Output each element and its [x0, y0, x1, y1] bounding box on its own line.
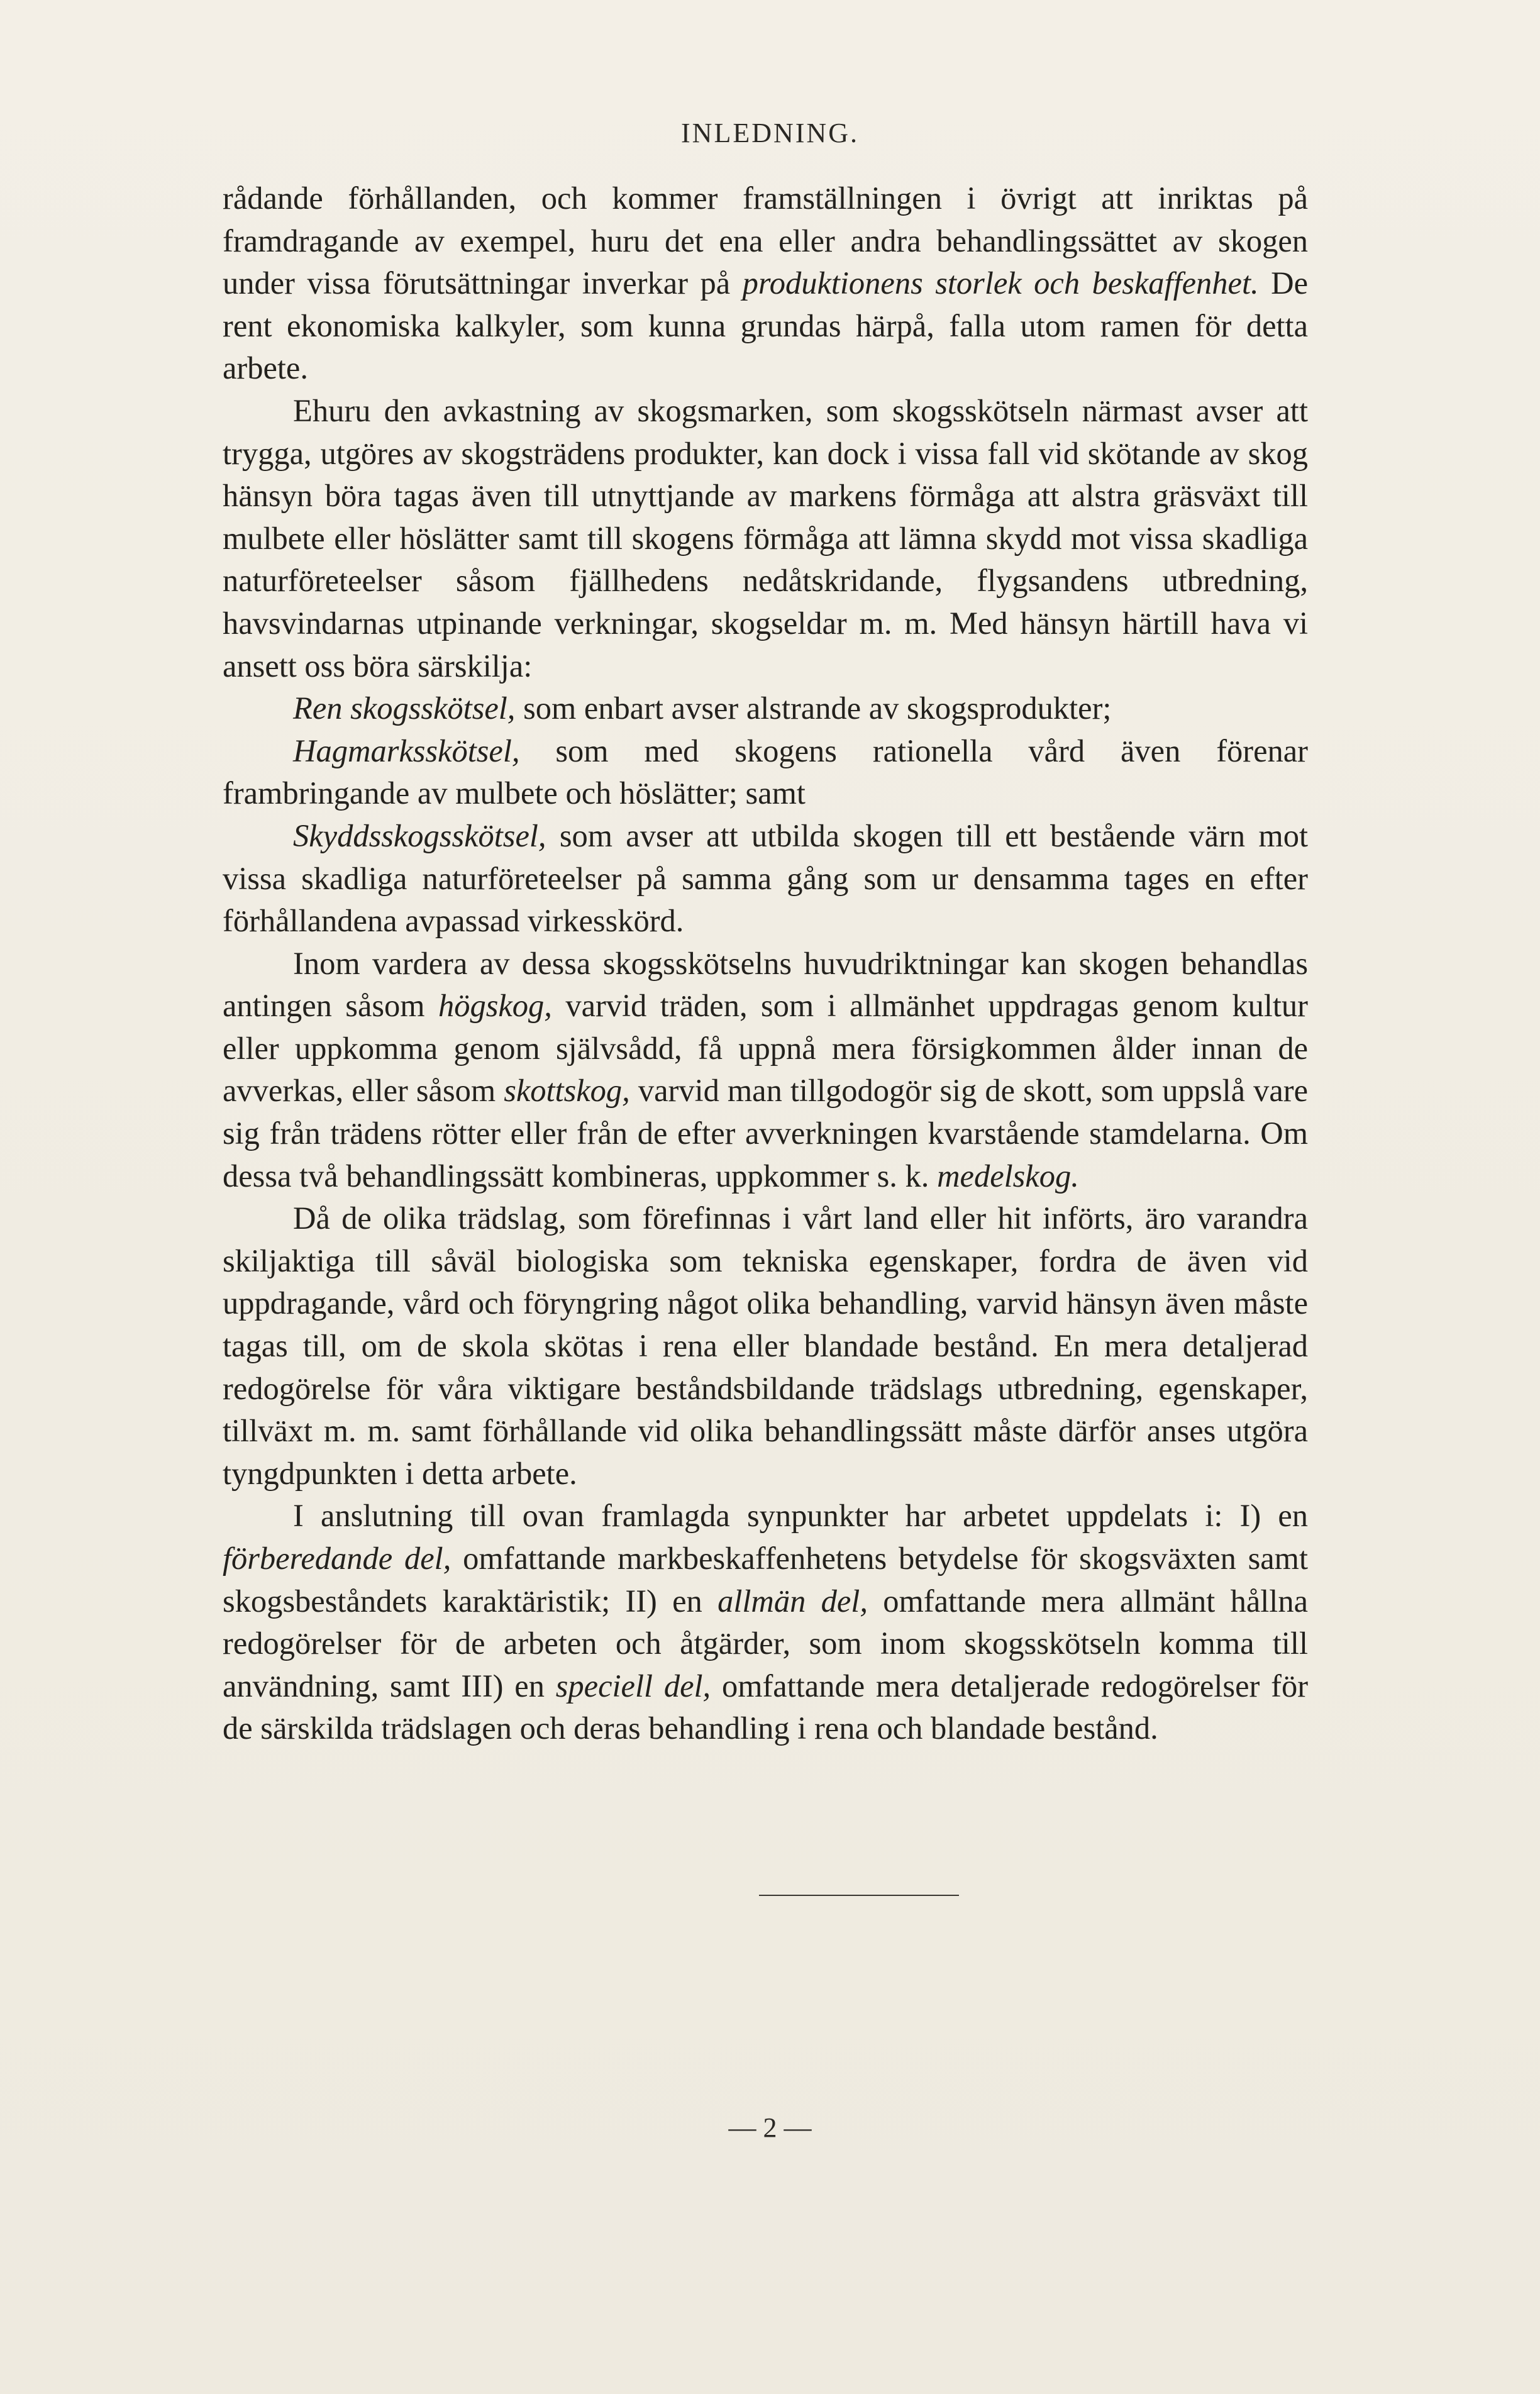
definition-ren-skogsskotsel [223, 687, 1308, 730]
emphasis-term: allmän del, [717, 1583, 868, 1619]
definition-text: som med skogens rationella vård även förenar frambringande av mulbete och höslätter; samt [223, 733, 1308, 811]
text-span: De rent ekonomiska kalkyler, som kunna grundas härpå, falla utom ramen för detta arbete. [223, 265, 1308, 386]
running-header: INLEDNING. [681, 118, 859, 148]
text-span: varvid man tillgodogör sig de skott, som uppslå vare sig från trädens rötter eller från de efter avverkningen kvarstående stamdelarna. Om dessa två behandlingssätt kombineras, uppkommer s. k. [223, 1073, 1308, 1194]
page-number: — 2 — [728, 2112, 812, 2143]
emphasis-term: högskog, [438, 988, 552, 1024]
emphasis-term: skottskog, [504, 1073, 630, 1109]
definition-hagmarksskotsel [223, 730, 1308, 815]
paragraph-huvudriktningar [223, 943, 1308, 1198]
paragraph-uppdelning [223, 1495, 1308, 1750]
text-span: omfattande markbeskaffenhetens betydelse för skogsväxten samt skogsbeståndets karaktäristik; II) en [223, 1541, 1308, 1619]
body-text [223, 177, 1308, 1750]
defined-term: Hagmarksskötsel, [293, 733, 520, 768]
text-span: Inom vardera av dessa skogsskötselns huvudriktningar kan skogen behandlas antingen såsom [223, 945, 1308, 1024]
emphasis-term: förberedande del, [223, 1541, 451, 1576]
emphasis-term: medelskog. [937, 1158, 1079, 1194]
section-end-rule [759, 1895, 959, 1896]
definition-text: som avser att utbilda skogen till ett bestående värn mot vissa skadliga naturföreteelser på samma gång som ur densamma tages en efter förhållandena avpassad virkesskörd. [223, 817, 1308, 939]
text-span: I anslutning till ovan framlagda synpunkter har arbetet uppdelats i: I) en [293, 1498, 1308, 1534]
text-span: omfattande mera allmänt hållna redogörelser för de arbeten och åtgärder, som inom skogsskötseln komma till användning, samt III) en [223, 1583, 1308, 1704]
paragraph-avkastning [223, 390, 1308, 687]
text-span: varvid träden, som i allmänhet uppdragas genom kultur eller uppkomma genom självsådd, få uppnå mera försigkommen ålder innan de avverkas, eller såsom [223, 988, 1308, 1109]
paragraph-intro-continuation [223, 177, 1308, 390]
defined-term: Ren skogsskötsel, [293, 690, 516, 726]
emphasis-term: speciell del, [555, 1668, 711, 1704]
definition-skyddsskogsskotsel [223, 815, 1308, 943]
paragraph-tradslag [223, 1197, 1308, 1495]
text-span: Ehuru den avkastning av skogsmarken, som skogsskötseln närmast avser att trygga, utgöres av skogsträdens produkter, kan dock i vissa fall vid skötande av skog hänsyn böra tagas även till utnyttjande av markens förmåga att alstra gräsväxt till mulbete eller höslätter samt till skogens förmåga att lämna skydd mot vissa skadliga naturföreteelser såsom fjällhedens nedåtskridande, flygsandens utbredning, havsvindarnas utpinande verkningar, skogseldar m. m. Med hänsyn härtill hava vi ansett oss böra särskilja: [223, 392, 1308, 684]
text-span: omfattande mera detaljerade redogörelser för de särskilda trädslagen och deras behandling i rena och blandade bestånd. [223, 1668, 1309, 1746]
text-span: Då de olika trädslag, som förefinnas i vårt land eller hit införts, äro varandra skiljaktiga till såväl biologiska som tekniska egenskaper, fordra de även vid uppdragande, vård och föryngring något olika behandling, varvid hänsyn även måste tagas till, om de skola skötas i rena eller blandade bestånd. En mera detaljerad redogörelse för våra viktigare beståndsbildande trädslags utbredning, egenskaper, tillväxt m. m. samt förhållande vid olika behandlingssätt måste därför anses utgöra tyngdpunkten i detta arbete. [223, 1200, 1308, 1491]
definition-text: som enbart avser alstrande av skogsprodukter; [515, 690, 1112, 726]
defined-term: Skyddsskogsskötsel, [293, 817, 546, 853]
text-span: rådande förhållanden, och kommer framställningen i övrigt att inriktas på framdragande av exempel, huru det ena eller andra behandlingssättet av skogen under vissa förutsättningar inverkar på [223, 180, 1308, 301]
emphasis-term: produktionens storlek och beskaffenhet. [742, 265, 1259, 301]
